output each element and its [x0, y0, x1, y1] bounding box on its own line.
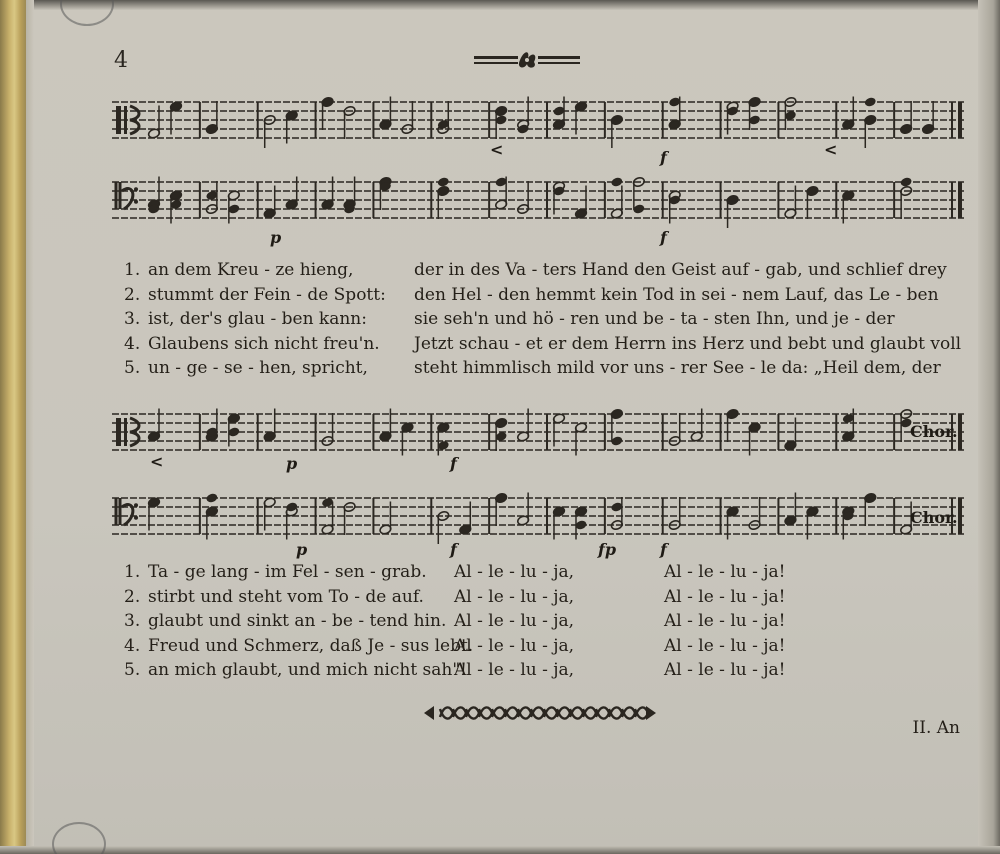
verse-text: ist, der's glau - ben kann:: [148, 309, 367, 329]
staff-system-2: [112, 166, 972, 238]
verse-line: [124, 609, 944, 633]
verse-number: 4.: [124, 635, 141, 656]
clef-dot: [134, 187, 138, 191]
chain-link: [544, 707, 557, 718]
chain-link: [479, 707, 492, 718]
verse-block-2: [124, 560, 944, 686]
dynamic-piano: p: [296, 540, 308, 559]
dynamic-forte: f: [450, 540, 457, 559]
clip-mark-bottom: [52, 822, 106, 854]
dynamic-forte: f: [450, 454, 457, 473]
dynamic-fortepiano: fp: [598, 540, 617, 559]
header-ornament: [472, 48, 582, 74]
chain-link: [609, 707, 622, 718]
staff-system-4: [112, 482, 972, 554]
verse-line: [124, 283, 944, 307]
verse-text: an dem Kreu - ze hieng,: [148, 260, 354, 280]
verse-number: 1.: [124, 562, 141, 582]
dynamic-crescendo: <: [150, 452, 164, 471]
verse-number: 4.: [124, 333, 141, 354]
chain-link: [440, 707, 453, 718]
clef-symbol: [124, 418, 127, 446]
catchword: II. An: [912, 718, 960, 738]
staff-system-1: [112, 86, 972, 158]
dynamic-forte: f: [660, 228, 667, 247]
dynamic-piano: p: [270, 228, 282, 247]
page-gutter: [26, 0, 34, 854]
chain-link: [596, 707, 609, 718]
chain-link: [583, 707, 596, 718]
dynamic-piano: p: [286, 454, 298, 473]
book-binding: [0, 0, 26, 854]
verse-text: sie seh'n und hö - ren und be - ta - sten Ihn, und je - der: [414, 309, 895, 329]
note-head: [205, 492, 218, 503]
chain-link: [570, 707, 583, 718]
verse-number: 2.: [124, 586, 141, 607]
verse-line: [124, 258, 947, 282]
chain-link: [453, 707, 466, 718]
verse-text: Al - le - lu - ja,: [454, 562, 575, 582]
chain-link: [622, 707, 635, 718]
note-head: [437, 176, 450, 187]
note-head: [900, 176, 913, 187]
verse-line: [124, 356, 944, 380]
verse-text: stirbt und steht vom To - de auf.: [148, 586, 424, 607]
chain-link: [466, 707, 479, 718]
verse-text: Al - le - lu - ja,: [454, 586, 575, 607]
verse-number: 1.: [124, 260, 141, 280]
verse-line: [124, 332, 962, 356]
verse-text: un - ge - se - hen, spricht,: [148, 358, 368, 378]
verse-text: an mich glaubt, und mich nicht sah"!: [148, 660, 468, 680]
verse-line: [124, 307, 944, 331]
verse-text: stummt der Fein - de Spott:: [148, 284, 386, 305]
verse-text: Freud und Schmerz, daß Je - sus lebt.: [148, 635, 474, 656]
verse-line: [124, 585, 944, 609]
page-top-shadow: [0, 0, 1000, 10]
chorus-label: Chor.: [910, 508, 958, 527]
verse-text: Jetzt schau - et er dem Herrn ins Herz und bebt und glaubt voll: [414, 333, 962, 354]
verse-text: der in des Va - ters Hand den Geist auf - gab, und schlief drey: [414, 260, 947, 280]
verse-number: 5.: [124, 358, 141, 378]
dynamic-crescendo: <: [490, 140, 504, 159]
page-right-edge: [978, 0, 1000, 854]
verse-line: [124, 658, 944, 682]
verse-text: Al - le - lu - ja!: [664, 660, 786, 680]
clef-dot: [134, 200, 138, 204]
verse-text: den Hel - den hemmt kein Tod in sei - nem Lauf, das Le - ben: [414, 284, 939, 305]
chain-link: [518, 707, 531, 718]
verse-text: Glaubens sich nicht freu'n.: [148, 333, 380, 354]
verse-text: Al - le - lu - ja,: [454, 611, 575, 631]
verse-text: Al - le - lu - ja,: [454, 635, 575, 656]
verse-text: Al - le - lu - ja!: [664, 611, 786, 631]
chain-link: [505, 707, 518, 718]
verse-text: steht himmlisch mild vor uns - rer See - le da: „Heil dem, der: [414, 358, 941, 378]
staff-system-3: [112, 398, 972, 470]
verse-block-1: [124, 258, 962, 382]
chain-link: [531, 707, 544, 718]
note-head: [864, 96, 877, 107]
verse-text: Al - le - lu - ja!: [664, 586, 786, 607]
verse-text: Ta - ge lang - im Fel - sen - grab.: [148, 562, 427, 582]
clef-symbol: [116, 418, 121, 446]
clef-dot: [134, 503, 138, 507]
clef-symbol: [116, 106, 121, 134]
verse-text: Al - le - lu - ja!: [664, 635, 786, 656]
verse-text: glaubt und sinkt an - be - tend hin.: [148, 611, 447, 631]
verse-number: 2.: [124, 284, 141, 305]
verse-line: [124, 634, 944, 658]
verse-text: Al - le - lu - ja!: [664, 562, 786, 582]
clip-mark-top: [60, 0, 114, 26]
verse-number: 3.: [124, 309, 141, 329]
verse-number: 3.: [124, 611, 141, 631]
page-bottom-edge: [0, 846, 1000, 854]
dynamic-crescendo: <: [824, 140, 838, 159]
clef-symbol: [116, 182, 133, 209]
footer-ornament: [420, 702, 660, 724]
clef-symbol: [124, 106, 127, 134]
chorus-label: Chor.: [910, 422, 958, 441]
verse-number: 5.: [124, 660, 141, 680]
page-number: 4: [114, 48, 128, 73]
clef-symbol: [130, 106, 139, 134]
clef-dot: [134, 516, 138, 520]
dynamic-forte: f: [660, 540, 667, 559]
chain-link: [492, 707, 505, 718]
verse-line: [124, 560, 944, 584]
clef-symbol: [116, 498, 133, 525]
chain-link: [557, 707, 570, 718]
verse-text: Al - le - lu - ja,: [454, 660, 575, 680]
dynamic-forte: f: [660, 148, 667, 167]
